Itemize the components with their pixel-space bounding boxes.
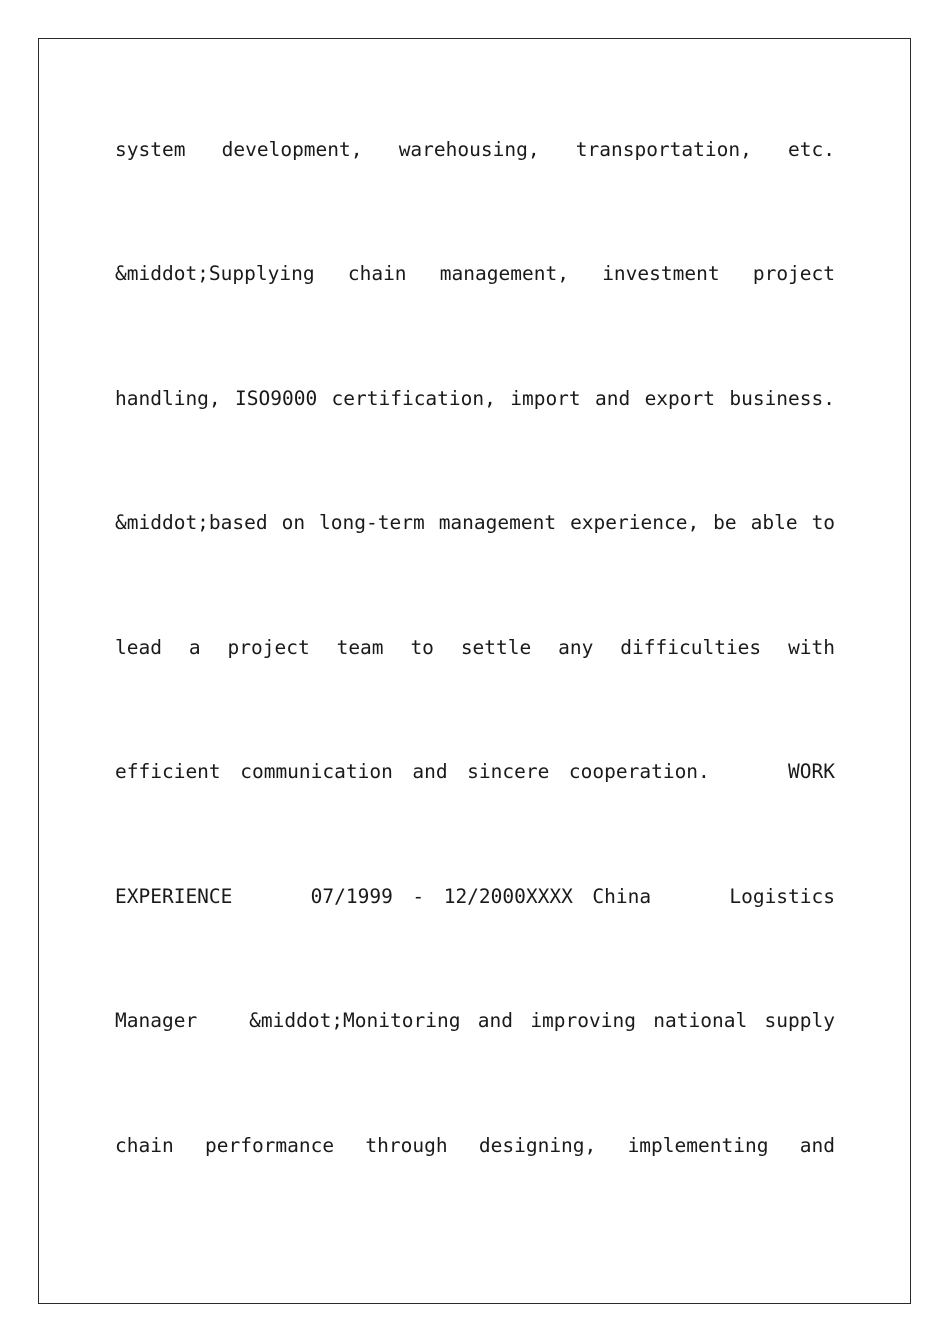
text-line <box>115 135 835 165</box>
word: difficulties <box>620 636 762 659</box>
word-gap <box>651 882 729 912</box>
word: long-term <box>319 511 425 534</box>
word: to <box>811 511 836 534</box>
word-gap <box>162 633 189 663</box>
word-gap <box>720 259 753 289</box>
word: experience, <box>570 511 700 534</box>
text-line <box>115 882 835 912</box>
word-gap <box>768 1131 799 1161</box>
word: performance <box>204 1134 335 1157</box>
word: be <box>713 511 737 534</box>
word-gap <box>496 384 510 414</box>
word-gap <box>221 384 235 414</box>
word: &middot;Monitoring <box>249 1009 461 1032</box>
word-gap <box>593 633 620 663</box>
word-gap <box>448 1131 479 1161</box>
word-gap <box>425 508 439 538</box>
word-gap <box>715 384 729 414</box>
word: export <box>644 387 716 410</box>
word-gap <box>699 508 713 538</box>
word: &middot;based <box>115 511 268 534</box>
word: to <box>410 636 434 659</box>
word: development, <box>221 138 363 161</box>
word-gap <box>573 882 593 912</box>
word: etc. <box>788 138 835 161</box>
word-gap <box>549 757 569 787</box>
word: certification, <box>331 387 496 410</box>
word: WORK <box>788 760 835 783</box>
word: ISO9000 <box>235 387 318 410</box>
word-gap <box>221 757 241 787</box>
word-gap <box>407 259 440 289</box>
word: EXPERIENCE <box>115 885 233 908</box>
text-line <box>115 757 835 787</box>
word: 07/1999 <box>310 885 393 908</box>
word-gap <box>434 633 461 663</box>
word: and <box>595 387 631 410</box>
word-gap <box>174 1131 205 1161</box>
word: Logistics <box>729 885 836 908</box>
text-line <box>115 259 835 289</box>
word-gap <box>540 135 576 165</box>
word: handling, <box>115 387 221 410</box>
word-gap <box>596 1131 627 1161</box>
word: chain <box>347 262 407 285</box>
word: lead <box>115 636 162 659</box>
text-line <box>115 1006 835 1036</box>
word: a <box>188 636 201 659</box>
word-gap <box>556 508 570 538</box>
word: implementing <box>627 1134 769 1157</box>
word: Manager <box>115 1009 198 1032</box>
word-gap <box>747 1006 764 1036</box>
word-gap <box>185 135 221 165</box>
word: import <box>510 387 581 410</box>
word-gap <box>636 1006 653 1036</box>
word-gap <box>393 882 413 912</box>
word-gap <box>798 508 812 538</box>
word: supply <box>764 1009 835 1032</box>
word-gap <box>531 633 558 663</box>
word-gap <box>232 882 310 912</box>
word: business. <box>729 387 836 410</box>
word: cooperation. <box>568 760 710 783</box>
word: warehousing, <box>398 138 540 161</box>
word: sincere <box>467 760 550 783</box>
text-line <box>115 384 835 414</box>
word-gap <box>268 508 282 538</box>
word-gap <box>513 1006 530 1036</box>
word-gap <box>752 135 788 165</box>
word-gap <box>363 135 399 165</box>
word-gap <box>448 757 468 787</box>
word: efficient <box>115 760 221 783</box>
word: &middot;Supplying <box>115 262 315 285</box>
word-gap <box>315 259 348 289</box>
text-line <box>115 508 835 538</box>
word: chain <box>115 1134 174 1157</box>
word-gap <box>737 508 751 538</box>
word: transportation, <box>575 138 752 161</box>
word-gap <box>310 633 337 663</box>
word-gap <box>334 1131 365 1161</box>
word-gap <box>460 1006 477 1036</box>
word-gap <box>317 384 331 414</box>
word: any <box>558 636 594 659</box>
word-gap <box>197 1006 249 1036</box>
word-gap <box>201 633 228 663</box>
word: management <box>438 511 557 534</box>
page-border <box>38 38 911 1304</box>
word: system <box>115 138 186 161</box>
text-line <box>115 1131 835 1161</box>
word: investment <box>602 262 720 285</box>
word: and <box>477 1009 513 1032</box>
word: communication <box>240 760 393 783</box>
word-gap <box>393 757 413 787</box>
word-gap <box>384 633 411 663</box>
word: project <box>752 262 836 285</box>
word-gap <box>581 384 595 414</box>
word: and <box>412 760 448 783</box>
word: 12/2000XXXX <box>443 885 573 908</box>
word: able <box>750 511 798 534</box>
word-gap <box>569 259 602 289</box>
word: on <box>281 511 306 534</box>
word: China <box>592 885 652 908</box>
word: management, <box>439 262 569 285</box>
word: designing, <box>478 1134 597 1157</box>
word: improving <box>530 1009 636 1032</box>
word-gap <box>630 384 644 414</box>
word: and <box>799 1134 835 1157</box>
word: project <box>227 636 310 659</box>
word: through <box>365 1134 448 1157</box>
word: - <box>412 885 425 908</box>
word-gap <box>305 508 319 538</box>
word-gap <box>710 757 788 787</box>
word: settle <box>460 636 532 659</box>
text-line <box>115 633 835 663</box>
word-gap <box>424 882 444 912</box>
word: with <box>788 636 836 659</box>
word-gap <box>761 633 788 663</box>
word: national <box>653 1009 748 1032</box>
word: team <box>336 636 384 659</box>
